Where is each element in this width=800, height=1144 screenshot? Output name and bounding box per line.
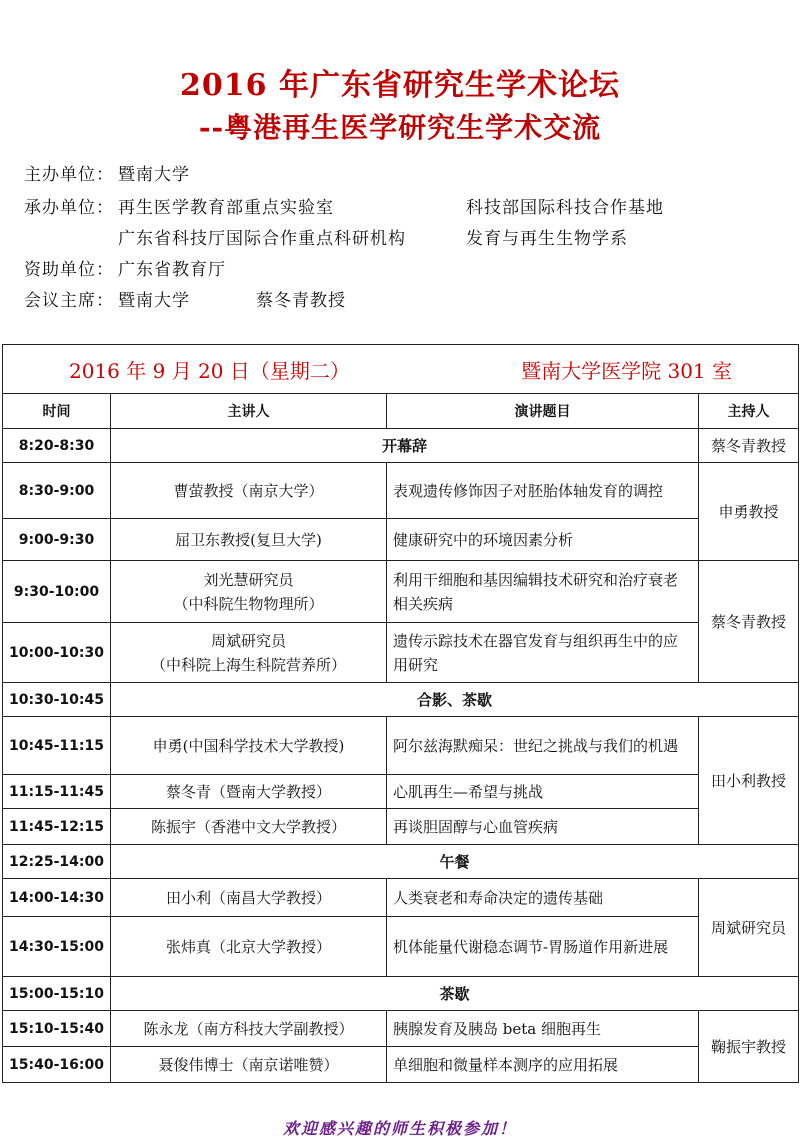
- undertake-org-3: 广东省科技厅国际合作重点科研机构: [118, 229, 406, 249]
- speaker-name: 张炜真（北京大学教授）: [165, 937, 331, 956]
- topic-cell: 心肌再生—希望与挑战: [387, 775, 699, 809]
- speaker-name: 刘光慧研究员: [203, 570, 294, 589]
- sponsor-label: 资助单位：: [24, 260, 114, 280]
- col-header-time: 时间: [3, 394, 111, 429]
- speaker-cell: [111, 717, 387, 775]
- page-subtitle: --粤港再生医学研究生学术交流: [198, 111, 602, 144]
- event-cell: 开幕辞: [111, 429, 699, 463]
- speaker-name: 屈卫东教授(复旦大学): [175, 530, 322, 549]
- schedule-table: [2, 344, 799, 1083]
- event-cell: 合影、茶歇: [111, 683, 799, 717]
- time-cell: 10:45-11:15: [3, 717, 111, 775]
- time-cell: 9:30-10:00: [3, 561, 111, 623]
- table-row: [3, 463, 799, 519]
- topic-cell: 胰腺发育及胰岛 beta 细胞再生: [387, 1011, 699, 1047]
- speaker-cell: [111, 561, 387, 623]
- topic-cell: 利用干细胞和基因编辑技术研究和治疗衰老相关疾病: [387, 561, 699, 623]
- speaker-cell: [111, 519, 387, 561]
- table-row: [3, 1047, 799, 1083]
- chair-org: 暨南大学: [118, 291, 190, 311]
- speaker-cell: [111, 775, 387, 809]
- speaker-cell: [111, 1047, 387, 1083]
- col-header-host: 主持人: [699, 394, 799, 429]
- speaker-name: 聂俊伟博士（南京诺唯赞）: [158, 1055, 339, 1074]
- topic-cell: 健康研究中的环境因素分析: [387, 519, 699, 561]
- page-title: 2016 年广东省研究生学术论坛: [180, 68, 620, 103]
- sponsor-value: 广东省教育厅: [118, 260, 226, 280]
- speaker-name: 蔡冬青（暨南大学教授）: [165, 782, 331, 801]
- time-cell: 11:45-12:15: [3, 809, 111, 845]
- topic-cell: 人类衰老和寿命决定的遗传基础: [387, 879, 699, 917]
- table-row: [3, 623, 799, 683]
- speaker-cell: [111, 917, 387, 977]
- host-value: 暨南大学: [118, 165, 190, 185]
- time-cell: 8:20-8:30: [3, 429, 111, 463]
- table-row: [3, 977, 799, 1011]
- speaker-cell: [111, 879, 387, 917]
- time-cell: 11:15-11:45: [3, 775, 111, 809]
- speaker-cell: [111, 463, 387, 519]
- speaker-cell: [111, 623, 387, 683]
- time-cell: 10:30-10:45: [3, 683, 111, 717]
- host-cell: 蔡冬青教授: [699, 561, 799, 683]
- table-row: [3, 683, 799, 717]
- host-cell: 周斌研究员: [699, 879, 799, 977]
- table-row: [3, 845, 799, 879]
- undertake-org-2: 科技部国际科技合作基地: [466, 198, 664, 218]
- host-cell: 蔡冬青教授: [699, 429, 799, 463]
- time-cell: 8:30-9:00: [3, 463, 111, 519]
- speaker-name: 田小利（南昌大学教授）: [165, 888, 331, 907]
- time-cell: 15:10-15:40: [3, 1011, 111, 1047]
- host-cell: 鞠振宇教授: [699, 1011, 799, 1083]
- welcome-footer: 欢迎感兴趣的师生积极参加！: [282, 1119, 517, 1138]
- chair-label: 会议主席：: [24, 291, 114, 311]
- time-cell: 15:00-15:10: [3, 977, 111, 1011]
- col-header-speaker: 主讲人: [111, 394, 387, 429]
- table-row: [3, 717, 799, 775]
- speaker-affiliation: （中科院上海生科院营养所）: [150, 655, 346, 674]
- topic-cell: 单细胞和微量样本测序的应用拓展: [387, 1047, 699, 1083]
- table-row: [3, 519, 799, 561]
- chair-name: 蔡冬青教授: [256, 291, 346, 311]
- col-header-topic: 演讲题目: [387, 394, 699, 429]
- speaker-cell: [111, 1011, 387, 1047]
- time-cell: 9:00-9:30: [3, 519, 111, 561]
- speaker-affiliation: （中科院生物物理所）: [173, 594, 324, 613]
- table-row: [3, 775, 799, 809]
- speaker-name: 周斌研究员: [210, 631, 286, 650]
- topic-cell: 再谈胆固醇与心血管疾病: [387, 809, 699, 845]
- table-row: [3, 561, 799, 623]
- time-cell: 14:00-14:30: [3, 879, 111, 917]
- host-label: 主办单位：: [24, 165, 114, 185]
- schedule-date: 2016 年 9 月 20 日（星期二）: [69, 358, 350, 383]
- table-row: [3, 917, 799, 977]
- speaker-name: 陈永龙（南方科技大学副教授）: [143, 1019, 354, 1038]
- speaker-name: 陈振宇（香港中文大学教授）: [150, 817, 346, 836]
- topic-cell: 机体能量代谢稳态调节-胃肠道作用新进展: [387, 917, 699, 977]
- time-cell: 14:30-15:00: [3, 917, 111, 977]
- speaker-name: 申勇(中国科学技术大学教授): [152, 736, 345, 755]
- event-cell: 茶歇: [111, 977, 799, 1011]
- table-row: [3, 429, 799, 463]
- table-row: [3, 809, 799, 845]
- table-row: [3, 879, 799, 917]
- time-cell: 12:25-14:00: [3, 845, 111, 879]
- undertake-org-4: 发育与再生生物学系: [466, 229, 628, 249]
- header-row: [3, 394, 799, 429]
- topic-cell: 表观遗传修饰因子对胚胎体轴发育的调控: [387, 463, 699, 519]
- time-cell: 10:00-10:30: [3, 623, 111, 683]
- host-cell: 申勇教授: [699, 463, 799, 561]
- table-row: [3, 1011, 799, 1047]
- event-cell: 午餐: [111, 845, 799, 879]
- schedule-venue: 暨南大学医学院 301 室: [521, 358, 732, 383]
- date-row: [3, 345, 799, 394]
- undertake-label: 承办单位：: [24, 198, 114, 218]
- undertake-org-1: 再生医学教育部重点实验室: [118, 198, 334, 218]
- speaker-name: 曹萤教授（南京大学）: [173, 481, 324, 500]
- speaker-cell: [111, 809, 387, 845]
- topic-cell: 阿尔兹海默痴呆：世纪之挑战与我们的机遇: [387, 717, 699, 775]
- topic-cell: 遗传示踪技术在器官发育与组织再生中的应用研究: [387, 623, 699, 683]
- time-cell: 15:40-16:00: [3, 1047, 111, 1083]
- host-cell: 田小利教授: [699, 717, 799, 845]
